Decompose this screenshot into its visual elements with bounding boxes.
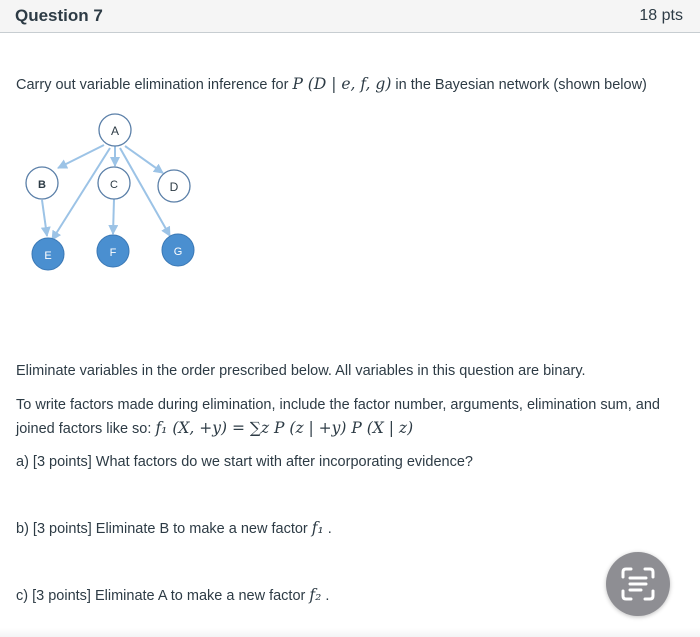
intro-suffix: in the Bayesian network (shown below)	[391, 77, 647, 93]
node-b	[26, 167, 58, 199]
edge-a-e	[52, 148, 110, 240]
svg-text:F: F	[109, 247, 117, 259]
node-e	[32, 238, 64, 270]
svg-text:G: G	[173, 246, 183, 258]
node-g	[162, 234, 194, 266]
edge-c-f	[113, 199, 114, 234]
svg-text:B: B	[38, 179, 46, 191]
svg-text:C: C	[110, 179, 118, 191]
factor-example-math: f₁ (X, +y) = ∑z P (z | +y) P (X | z)	[155, 419, 414, 437]
bayesian-network-diagram	[20, 110, 220, 280]
node-a	[99, 114, 131, 146]
factor-instruction-text: joined factors like so:	[16, 421, 156, 437]
svg-text:A: A	[110, 124, 120, 138]
question-intro	[16, 75, 647, 93]
edge-a-d	[125, 146, 163, 173]
question-points: 18 pts	[639, 7, 683, 24]
factor-instruction-line1: To write factors made during elimination, include the factor number, arguments, elimination sum, and	[16, 397, 660, 413]
part-a-text: a) [3 points] What factors do we start with after incorporating evidence?	[16, 454, 473, 470]
scan-text-button[interactable]	[606, 552, 670, 616]
part-b-factor: f₁	[311, 519, 324, 537]
part-c-factor: f₂	[309, 586, 322, 604]
intro-text: Carry out variable elimination inference for	[16, 77, 293, 93]
scan-text-icon	[606, 552, 670, 616]
bottom-edge	[0, 628, 700, 637]
part-c-text: c) [3 points] Eliminate A to make a new factor f₂ .	[16, 586, 330, 604]
node-d	[158, 170, 190, 202]
question-title: Question 7	[15, 6, 103, 25]
part-b-label: b) [3 points] Eliminate B to make a new factor	[16, 521, 312, 537]
part-b-text: b) [3 points] Eliminate B to make a new factor f₁ .	[16, 519, 332, 537]
edge-b-e	[42, 200, 47, 236]
factor-instruction-line2	[16, 419, 413, 437]
part-c-label: c) [3 points] Eliminate A to make a new factor	[16, 588, 310, 604]
intro-math: P (D | e, f, g)	[292, 75, 392, 93]
elimination-order-text: Eliminate variables in the order prescribed below. All variables in this question are binary.	[16, 363, 586, 379]
node-f	[97, 235, 129, 267]
edge-a-b	[58, 145, 104, 168]
node-c	[98, 167, 130, 199]
svg-text:D: D	[169, 180, 179, 194]
svg-text:E: E	[44, 250, 52, 262]
question-header	[0, 0, 700, 33]
